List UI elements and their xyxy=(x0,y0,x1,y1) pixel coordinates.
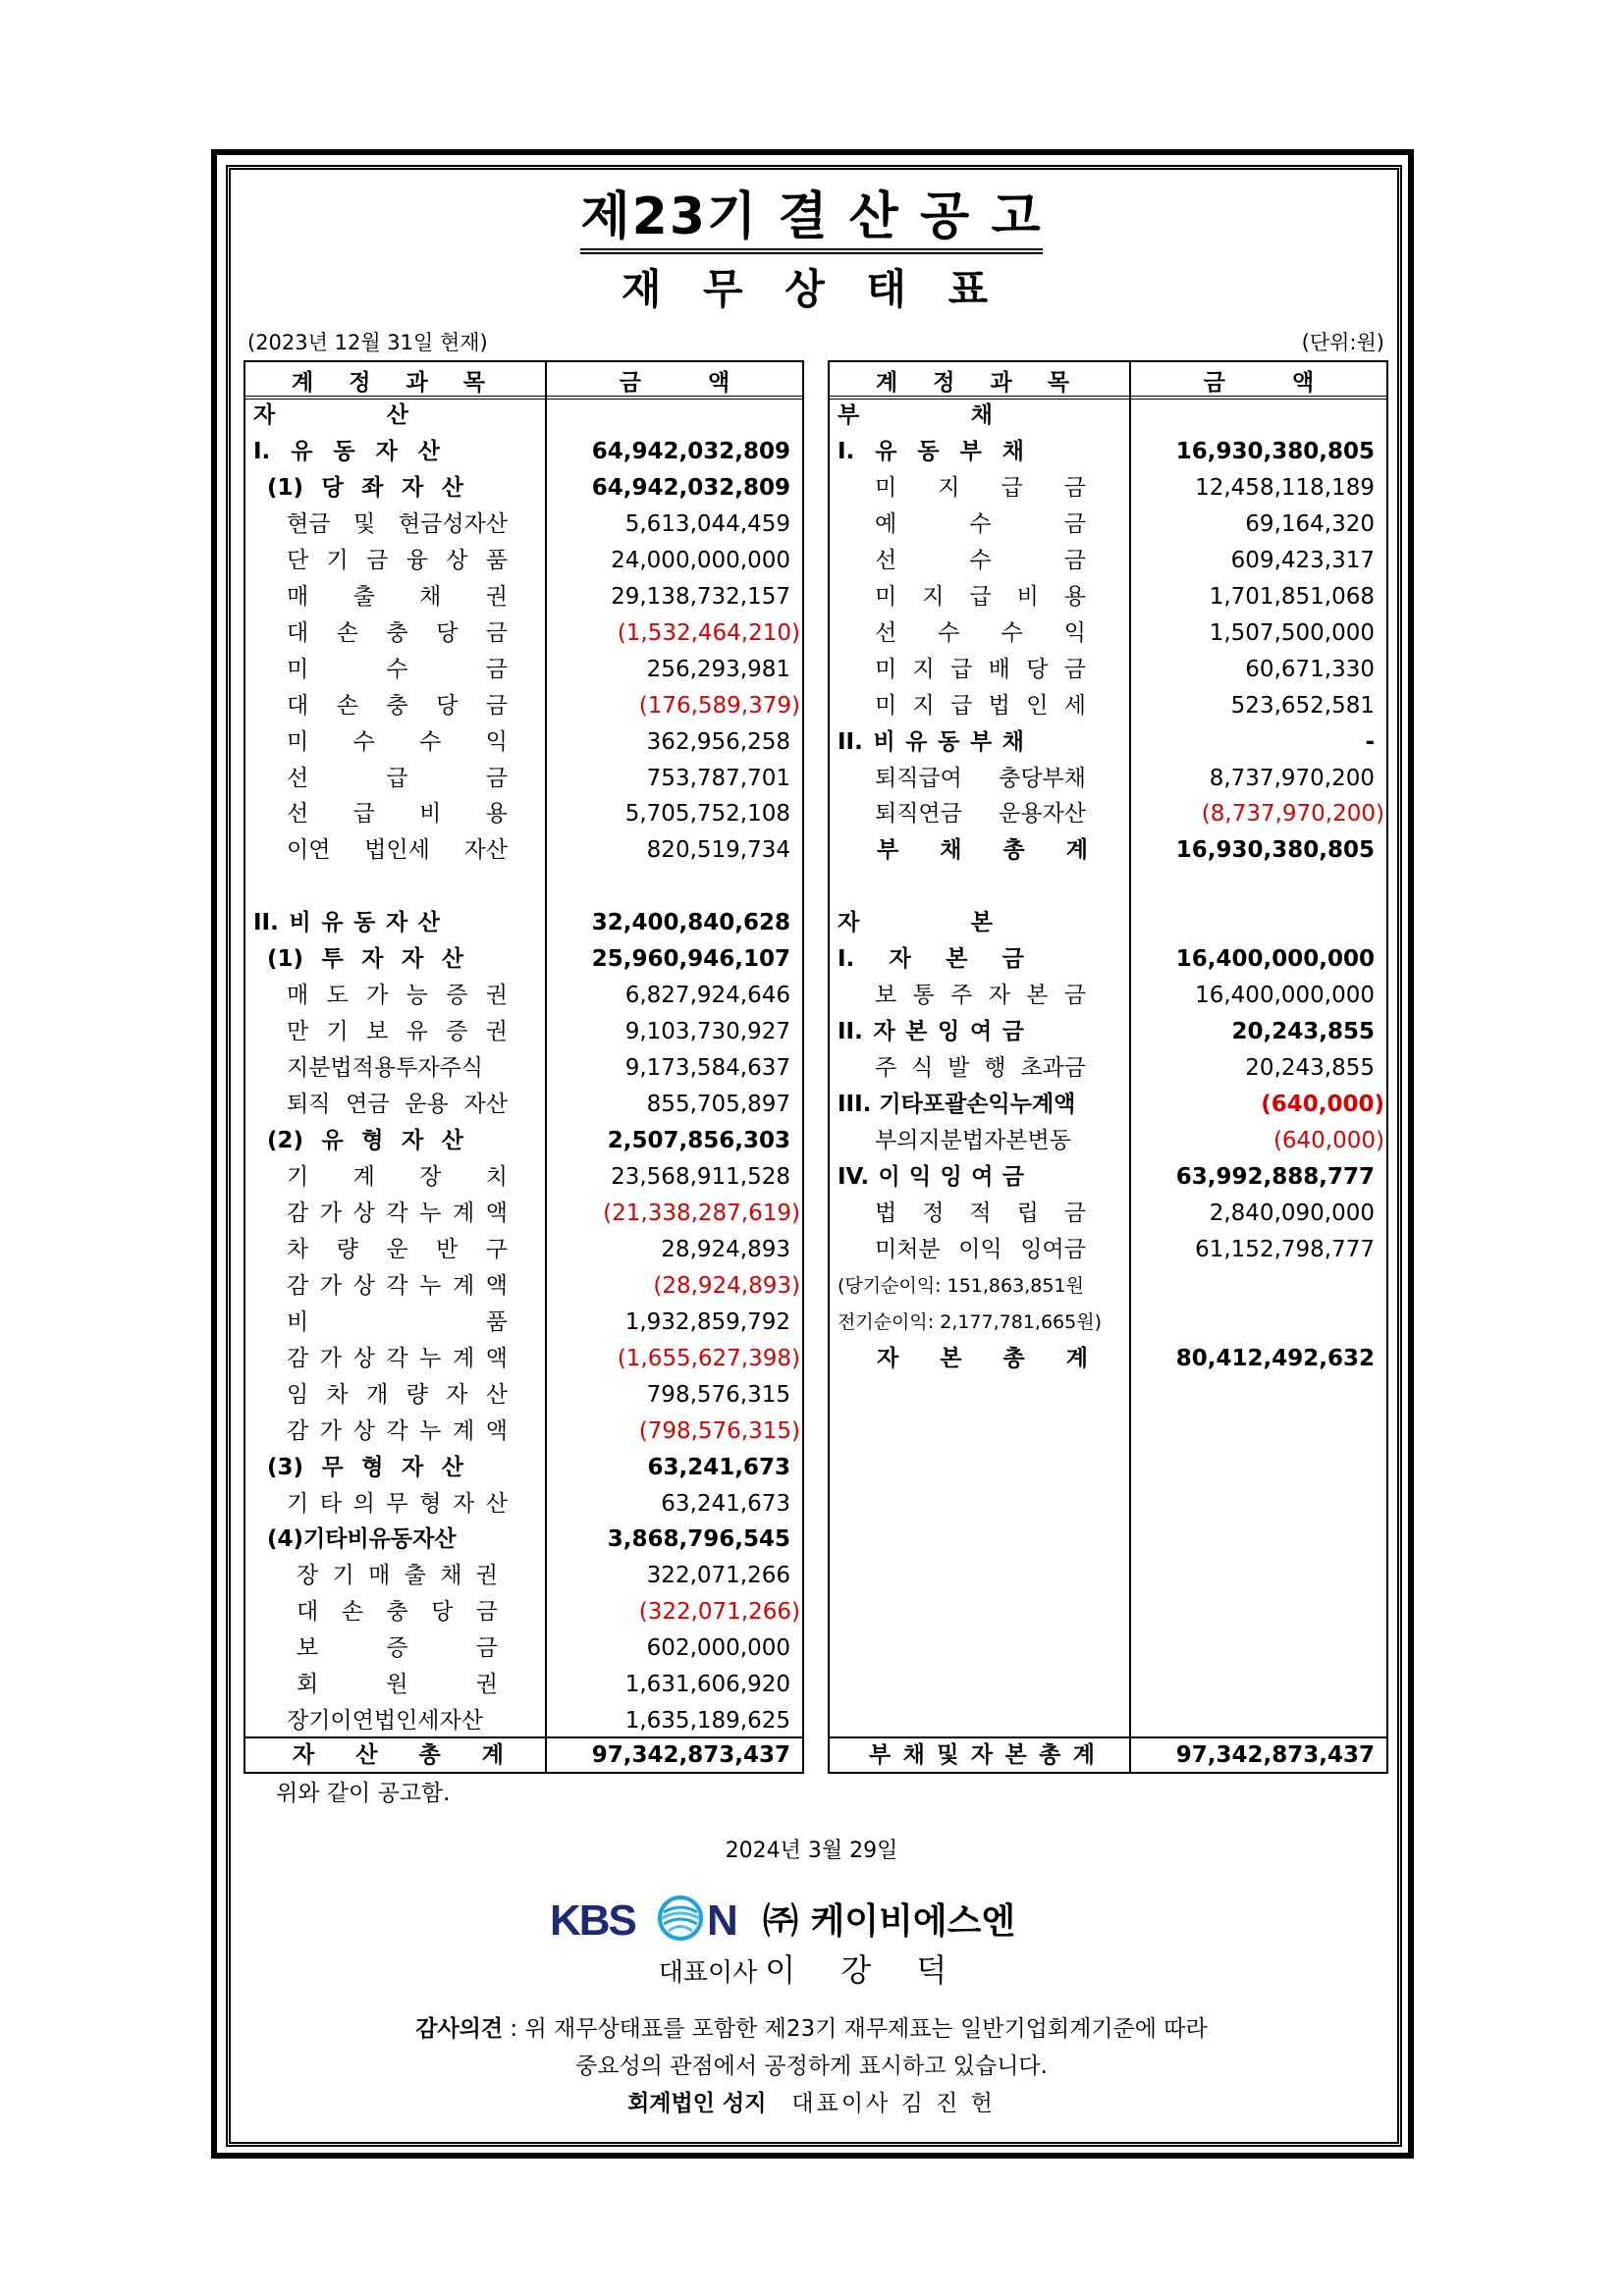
table-row xyxy=(830,724,1386,761)
account-label: 임 차 개 량 자 산 xyxy=(287,1381,508,1408)
amount-value: 20,243,855 xyxy=(1245,1055,1375,1082)
table-row xyxy=(245,615,802,652)
amount-value: 16,400,000,000 xyxy=(1195,983,1375,1009)
amount-value: 362,956,258 xyxy=(646,728,790,755)
account-label: 대 손 충 당 금 xyxy=(297,1599,498,1626)
table-row xyxy=(245,1305,802,1341)
table-row xyxy=(245,470,802,507)
amount-value: 28,924,893 xyxy=(661,1236,790,1262)
liabilities-equity-total-row xyxy=(830,1736,1386,1772)
account-label: 미 지 급 비 용 xyxy=(875,583,1086,610)
account-label: 감 가 상 각 누 계 액 xyxy=(287,1200,508,1226)
header-account: 계 정 과 목 xyxy=(292,370,499,396)
account-label: 전기순이익: 2,177,781,665원) xyxy=(838,1310,1102,1333)
amount-value: 1,631,606,920 xyxy=(624,1672,790,1698)
account-label: 감 가 상 각 누 계 액 xyxy=(287,1417,508,1444)
table-row xyxy=(245,1450,802,1486)
amount-value: 32,400,840,628 xyxy=(591,910,790,936)
table-row xyxy=(245,832,802,869)
account-label: I. 유 동 자 산 xyxy=(253,438,440,464)
account-label: 예 수 금 xyxy=(875,510,1086,537)
account-label: 기 계 장 치 xyxy=(287,1163,508,1190)
table-row xyxy=(245,579,802,615)
account-label: 대 손 충 당 금 xyxy=(287,619,508,646)
table-row xyxy=(245,941,802,978)
account-label: 장기이연법인세자산 xyxy=(287,1708,483,1735)
table-row xyxy=(830,1305,1386,1341)
audit-opinion-line1 xyxy=(0,2010,1623,2043)
ceo-name: 이 강 덕 xyxy=(765,1951,965,1989)
table-row xyxy=(245,978,802,1014)
unit-label: (단위:원) xyxy=(1301,331,1384,354)
account-label: 퇴직 연금 운용 자산 xyxy=(287,1092,508,1118)
account-label: 부 채 총 계 xyxy=(877,837,1088,864)
table-header xyxy=(245,362,802,400)
account-label: (당기순이익: 151,863,851원 xyxy=(838,1274,1084,1297)
table-row xyxy=(830,941,1386,978)
amount-value: 63,241,673 xyxy=(647,1454,790,1480)
table-row xyxy=(245,543,802,579)
table-row xyxy=(245,1414,802,1450)
company-logo xyxy=(550,1891,1015,1946)
ceo-line xyxy=(0,1946,1623,1991)
header-amount: 금 액 xyxy=(619,370,730,396)
amount-value: 69,164,320 xyxy=(1245,510,1375,537)
account-label: I. 유 동 부 채 xyxy=(838,438,1024,464)
table-row xyxy=(830,1268,1386,1305)
table-row xyxy=(830,398,1386,434)
table-row xyxy=(245,1232,802,1268)
table-row xyxy=(830,1159,1386,1196)
account-label: 미 지 급 배 당 금 xyxy=(875,656,1086,682)
account-label: 부의지분법자본변동 xyxy=(875,1128,1071,1153)
amount-value: 63,992,888,777 xyxy=(1175,1163,1375,1190)
account-label: IV. 이 익 잉 여 금 xyxy=(838,1163,1024,1190)
account-label: 미 수 수 익 xyxy=(287,728,508,755)
amount-value: (8,737,970,200) xyxy=(1201,801,1384,828)
table-row xyxy=(245,1268,802,1305)
table-row xyxy=(830,978,1386,1014)
amount-value: 523,652,581 xyxy=(1230,692,1375,719)
amount-value: 8,737,970,200 xyxy=(1209,765,1375,791)
amount-value: 1,507,500,000 xyxy=(1209,619,1375,646)
header-amount: 금 액 xyxy=(1203,370,1315,396)
liabilities-equity-table xyxy=(828,360,1388,1774)
account-label: (1) 투 자 자 산 xyxy=(267,946,463,973)
account-label: 자 본 xyxy=(838,910,993,936)
table-row xyxy=(245,761,802,797)
account-label: 매 출 채 권 xyxy=(287,583,508,610)
account-label: 감 가 상 각 누 계 액 xyxy=(287,1345,508,1371)
table-row xyxy=(830,688,1386,724)
amount-value: 753,787,701 xyxy=(646,765,790,791)
table-row xyxy=(830,905,1386,941)
amount-value: 2,840,090,000 xyxy=(1209,1200,1375,1226)
table-row xyxy=(830,615,1386,652)
table-row xyxy=(245,1050,802,1087)
amount-value: (322,071,266) xyxy=(638,1599,800,1626)
total-amount: 97,342,873,437 xyxy=(591,1742,790,1768)
amount-value: 5,613,044,459 xyxy=(624,510,790,537)
account-label: 부 채 xyxy=(838,402,993,428)
as-of-date: (2023년 12월 31일 현재) xyxy=(247,331,488,354)
amount-value: (21,338,287,619) xyxy=(603,1200,800,1226)
amount-value: 12,458,118,189 xyxy=(1195,474,1375,501)
account-label: 현금 및 현금성자산 xyxy=(287,510,508,537)
kbsn-logo-icon xyxy=(550,1894,741,1943)
amount-value: 61,152,798,777 xyxy=(1195,1236,1375,1262)
amount-value: (640,000) xyxy=(1272,1128,1384,1153)
account-label: 만 기 보 유 증 권 xyxy=(287,1019,508,1045)
auditor-ceo: 대표이사 김 진 헌 xyxy=(791,2091,996,2116)
table-row xyxy=(830,761,1386,797)
total-label: 부 채 및 자 본 총 계 xyxy=(869,1742,1095,1768)
account-label: 선 급 비 용 xyxy=(287,801,508,828)
table-row xyxy=(830,1050,1386,1087)
audit-text-2: 중요성의 관점에서 공정하게 표시하고 있습니다. xyxy=(575,2054,1048,2079)
table-row xyxy=(245,1558,802,1594)
amount-value: (1,532,464,210) xyxy=(617,619,800,646)
table-row xyxy=(830,1232,1386,1268)
account-label: I. 자 본 금 xyxy=(838,946,1024,973)
audit-label: 감사의견 xyxy=(415,2016,504,2042)
table-row xyxy=(245,869,802,905)
account-label: (3) 무 형 자 산 xyxy=(267,1454,463,1480)
title-text: 제23기 결 산 공 고 xyxy=(580,187,1042,254)
svg-text:N: N xyxy=(707,1896,738,1943)
amount-value: 64,942,032,809 xyxy=(591,474,790,501)
amount-value: 16,400,000,000 xyxy=(1175,946,1375,973)
account-label: (1) 당 좌 자 산 xyxy=(267,474,463,501)
account-label: (2) 유 형 자 산 xyxy=(267,1128,463,1153)
amount-value: 5,705,752,108 xyxy=(624,801,790,828)
table-row xyxy=(245,1594,802,1630)
account-label: 매 도 가 능 증 권 xyxy=(287,983,508,1009)
table-row xyxy=(830,507,1386,543)
ceo-title: 대표이사 xyxy=(658,1958,758,1988)
table-row xyxy=(830,1123,1386,1159)
table-row xyxy=(245,688,802,724)
table-row xyxy=(830,652,1386,688)
amount-value: 63,241,673 xyxy=(661,1490,790,1517)
amount-value: 80,412,492,632 xyxy=(1175,1345,1375,1371)
account-label: III. 기타포괄손익누계액 xyxy=(838,1092,1076,1118)
table-row xyxy=(830,543,1386,579)
amount-value: (176,589,379) xyxy=(638,692,800,719)
table-row xyxy=(245,652,802,688)
account-label: 지분법적용투자주식 xyxy=(287,1055,483,1082)
account-label: 선 수 금 xyxy=(875,547,1086,573)
account-label: 미 지 급 금 xyxy=(875,474,1086,501)
notice-date: 2024년 3월 29일 xyxy=(725,1839,898,1863)
auditor-line xyxy=(0,2085,1623,2117)
table-row xyxy=(245,1014,802,1050)
amount-value: 1,932,859,792 xyxy=(624,1308,790,1335)
account-label: 주 식 발 행 초과금 xyxy=(875,1055,1086,1082)
amount-value: (798,576,315) xyxy=(638,1417,800,1444)
notice-text: 위와 같이 공고함. xyxy=(276,1781,451,1806)
amount-value: (1,655,627,398) xyxy=(617,1345,800,1371)
account-label: II. 비 유 동 부 채 xyxy=(838,728,1024,755)
amount-value: 855,705,897 xyxy=(646,1092,790,1118)
company-name: ㈜ 케이비에스엔 xyxy=(763,1900,1016,1942)
table-row xyxy=(830,434,1386,470)
total-label: 자 산 총 계 xyxy=(293,1742,504,1768)
account-label: 회 원 권 xyxy=(297,1672,498,1698)
table-row xyxy=(245,507,802,543)
amount-value: 1,635,189,625 xyxy=(624,1708,790,1735)
table-row xyxy=(245,1522,802,1558)
assets-table xyxy=(243,360,804,1774)
account-label: 장 기 매 출 채 권 xyxy=(297,1563,498,1589)
account-label: 미 수 금 xyxy=(287,656,508,682)
account-label: 차 량 운 반 구 xyxy=(287,1236,508,1262)
table-row xyxy=(245,1630,802,1667)
amount-value: 64,942,032,809 xyxy=(591,438,790,464)
account-label: 기 타 의 무 형 자 산 xyxy=(287,1490,508,1517)
account-label: 자 산 xyxy=(253,402,408,428)
table-row xyxy=(245,1341,802,1377)
account-label: 보 통 주 자 본 금 xyxy=(875,983,1086,1009)
amount-value: 322,071,266 xyxy=(646,1563,790,1589)
account-label: 퇴직급여 충당부채 xyxy=(875,765,1086,791)
account-label: 비 품 xyxy=(287,1308,508,1335)
account-label: 감 가 상 각 누 계 액 xyxy=(287,1272,508,1299)
amount-value: (28,924,893) xyxy=(653,1272,800,1299)
auditor-name: 회계법인 성지 xyxy=(627,2091,767,2116)
account-label: (4)기타비유동자산 xyxy=(267,1526,457,1553)
table-row xyxy=(830,869,1386,905)
table-row xyxy=(245,1667,802,1703)
amount-value: 60,671,330 xyxy=(1245,656,1375,682)
table-header xyxy=(830,362,1386,400)
total-amount: 97,342,873,437 xyxy=(1175,1742,1375,1768)
table-row xyxy=(245,398,802,434)
table-row xyxy=(245,905,802,941)
amount-value: 29,138,732,157 xyxy=(611,583,790,610)
table-row xyxy=(245,1159,802,1196)
table-row xyxy=(245,1123,802,1159)
table-row xyxy=(245,1377,802,1414)
account-label: 이연 법인세 자산 xyxy=(287,837,508,864)
table-row xyxy=(830,832,1386,869)
table-row xyxy=(830,1087,1386,1123)
table-row xyxy=(245,796,802,832)
table-row xyxy=(830,796,1386,832)
amount-value: - xyxy=(1365,728,1375,755)
amount-value: 16,930,380,805 xyxy=(1175,438,1375,464)
amount-value: 256,293,981 xyxy=(646,656,790,682)
amount-value: 23,568,911,528 xyxy=(611,1163,790,1190)
table-row xyxy=(830,579,1386,615)
account-label: II. 자 본 잉 여 금 xyxy=(838,1019,1024,1045)
amount-value: 25,960,946,107 xyxy=(591,946,790,973)
table-row xyxy=(830,470,1386,507)
account-label: 대 손 충 당 금 xyxy=(287,692,508,719)
account-label: 법 정 적 립 금 xyxy=(875,1200,1086,1226)
amount-value: 3,868,796,545 xyxy=(607,1526,790,1553)
page-title xyxy=(0,175,1623,248)
account-label: 선 수 수 익 xyxy=(875,619,1086,646)
amount-value: 798,576,315 xyxy=(646,1381,790,1408)
account-label: 선 급 금 xyxy=(287,765,508,791)
table-row xyxy=(830,1014,1386,1050)
audit-text-1: : 위 재무상태표를 포함한 제23기 재무제표는 일반기업회계기준에 따라 xyxy=(503,2016,1208,2042)
table-row xyxy=(245,1703,802,1739)
account-label: 미처분 이익 잉여금 xyxy=(875,1236,1086,1262)
amount-value: 9,173,584,637 xyxy=(624,1055,790,1082)
table-row xyxy=(245,724,802,761)
amount-value: 820,519,734 xyxy=(646,837,790,864)
account-label: II. 비 유 동 자 산 xyxy=(253,910,440,936)
account-label: 자 본 총 계 xyxy=(877,1345,1088,1371)
amount-value: 609,423,317 xyxy=(1230,547,1375,573)
table-row xyxy=(245,434,802,470)
amount-value: 6,827,924,646 xyxy=(624,983,790,1009)
statement-title: 재 무 상 태 표 xyxy=(621,265,1002,313)
table-row xyxy=(830,1196,1386,1232)
header-account: 계 정 과 목 xyxy=(876,370,1083,396)
amount-value: 602,000,000 xyxy=(646,1635,790,1662)
amount-value: 1,701,851,068 xyxy=(1209,583,1375,610)
amount-value: 9,103,730,927 xyxy=(624,1019,790,1045)
amount-value: (640,000) xyxy=(1261,1092,1384,1118)
account-label: 보 증 금 xyxy=(297,1635,498,1662)
assets-total-row xyxy=(245,1736,802,1772)
account-label: 퇴직연금 운용자산 xyxy=(875,801,1086,828)
amount-value: 24,000,000,000 xyxy=(611,547,790,573)
amount-value: 2,507,856,303 xyxy=(607,1128,790,1153)
account-label: 미 지 급 법 인 세 xyxy=(875,692,1086,719)
table-row xyxy=(245,1486,802,1522)
svg-text:KBS: KBS xyxy=(550,1896,635,1943)
amount-value: 20,243,855 xyxy=(1231,1019,1375,1045)
table-row xyxy=(245,1196,802,1232)
table-row xyxy=(245,1087,802,1123)
account-label: 단 기 금 융 상 품 xyxy=(287,547,508,573)
table-row xyxy=(830,1341,1386,1377)
amount-value: 16,930,380,805 xyxy=(1175,837,1375,864)
